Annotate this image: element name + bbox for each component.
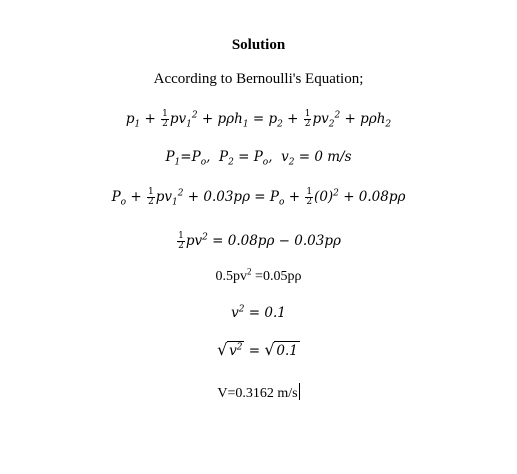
solution-heading: Solution [231, 37, 286, 53]
final-velocity-result[interactable] [0, 383, 517, 401]
square-root-step: √ $v^2$ = √ 0.1 [217, 340, 298, 359]
bernoulli-intro-text: According to Bernoulli's Equation; [153, 71, 364, 87]
bernoulli-equation: $p_1$ + $\frac{1}{2}$ $pv_1^2 + p\rho h_1 = p_2$ + $\frac{1}{2}$ $pv_2^2 + p\rho h_2$ [125, 109, 392, 130]
result-text: V=0.3162 m/s [217, 386, 298, 401]
boundary-conditions: $P_1=P_o$, $P_2 = P_o$, $v_2 = 0$ m/s [165, 149, 352, 168]
velocity-squared: $v^2 = 0.1$ [231, 304, 286, 321]
text-cursor [299, 383, 300, 400]
reduced-equation: $0.5pv^2 =0.05p\rho$ [215, 266, 302, 284]
substituted-equation: $P_o$ + $\frac{1}{2}$ $pv_1^2 + 0.03p\rho = P_o$ + $\frac{1}{2}$ $(0)^2 + 0.08p\rho$ [111, 187, 406, 208]
simplified-equation: $\frac{1}{2}$ $pv^2 = 0.08p\rho - 0.03p\rho$ [178, 231, 341, 251]
